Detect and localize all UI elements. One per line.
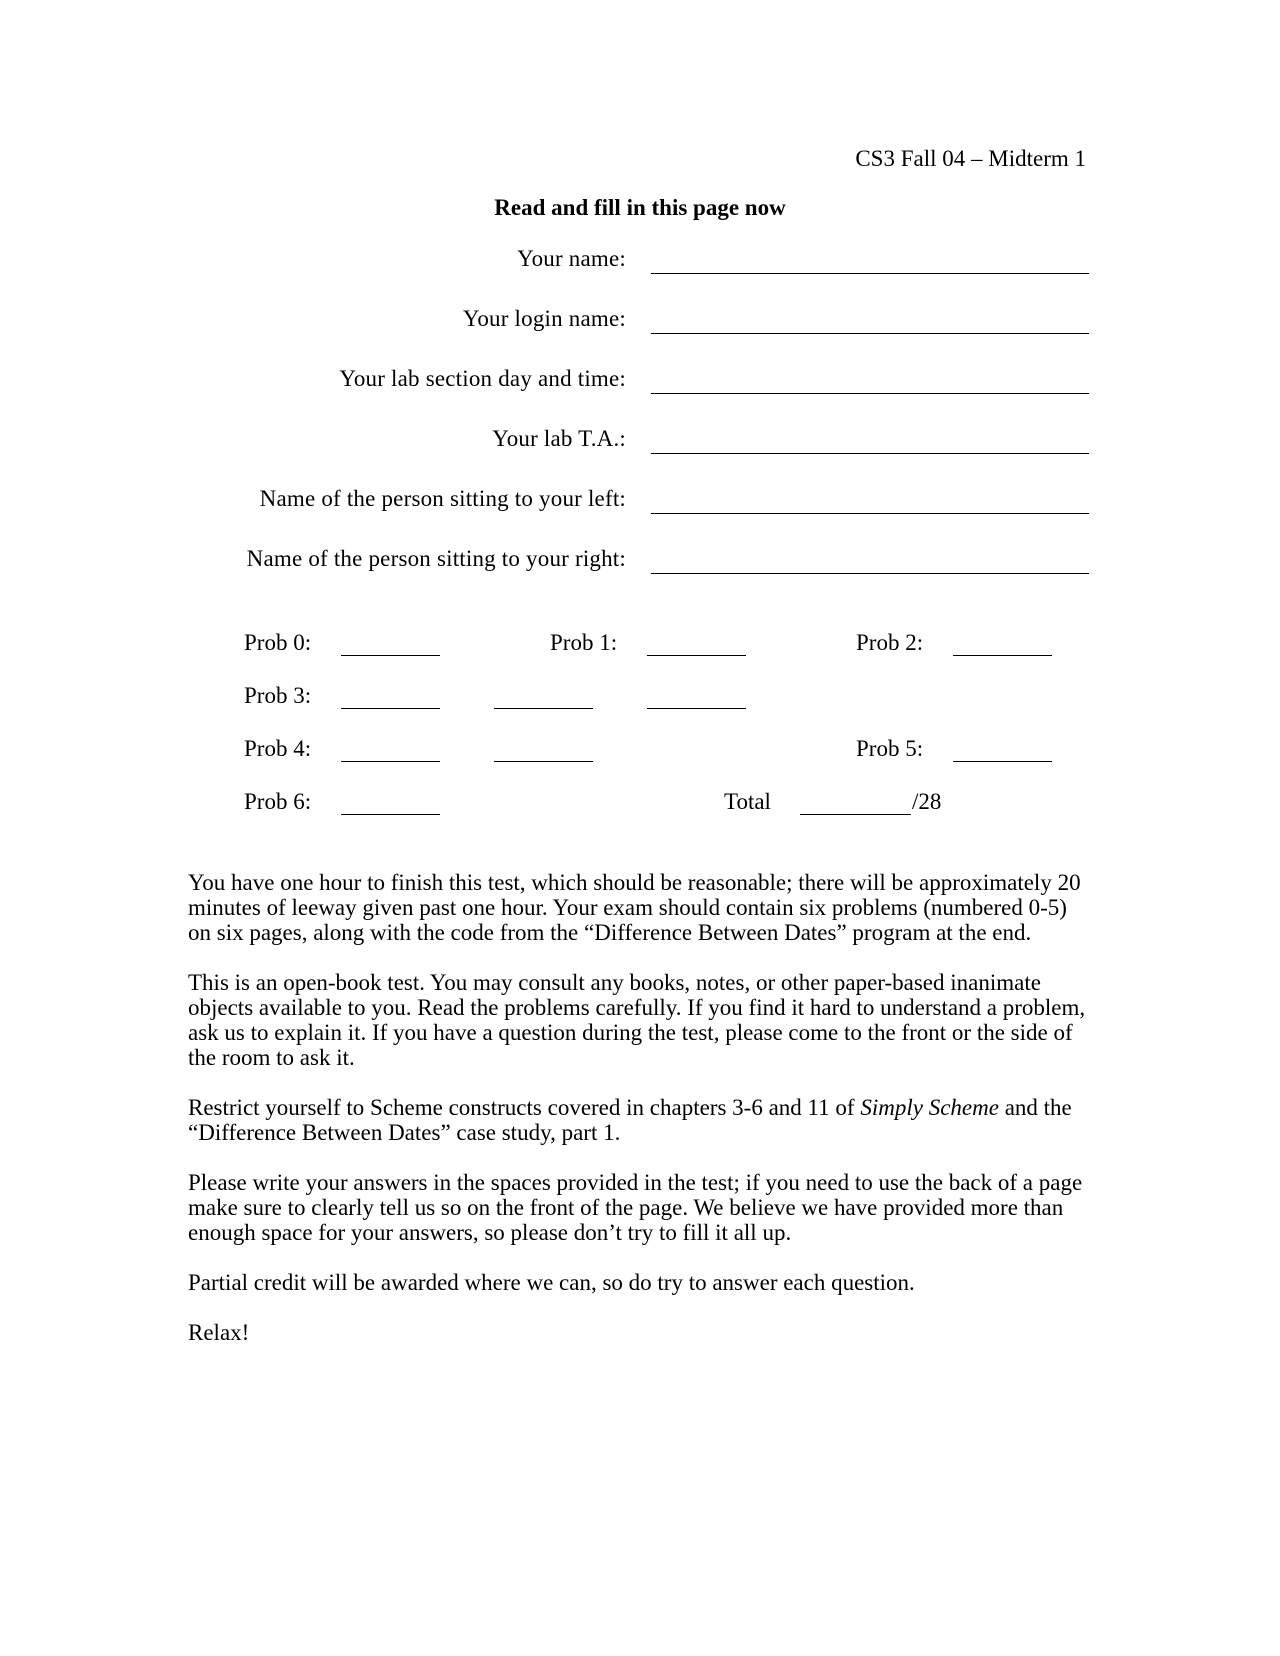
total-max: /28 bbox=[912, 789, 942, 814]
restrict-text-start: Restrict yourself to Scheme constructs covered in chapters 3-6 and 11 of bbox=[188, 1095, 861, 1120]
prob6-label: Prob 6: bbox=[244, 789, 312, 814]
total-blank[interactable] bbox=[800, 814, 911, 815]
prob1-blank[interactable] bbox=[647, 655, 746, 656]
partial-credit-paragraph: Partial credit will be awarded where we can, so do try to answer each question. bbox=[188, 1270, 915, 1295]
prob3-blank-b[interactable] bbox=[494, 708, 593, 709]
time-paragraph: You have one hour to finish this test, which should be reasonable; there will be approximately 20 minutes of leeway given past one hour. Your exam should contain six problems (numbered 0-5) on six pages, along with the code from the “Difference Between Dates” program at the end. bbox=[188, 870, 1081, 945]
prob2-label: Prob 2: bbox=[856, 630, 924, 655]
left-neighbor-blank[interactable] bbox=[651, 513, 1089, 514]
open-book-paragraph: This is an open-book test. You may consult any books, notes, or other paper-based inanimate objects available to you. Read the problems carefully. If you find it hard to understand a problem, ask us to explain it. If you have a question during the test, please come to the front or the side of the room to ask it. bbox=[188, 970, 1086, 1070]
prob5-label: Prob 5: bbox=[856, 736, 924, 761]
right-neighbor-blank[interactable] bbox=[651, 573, 1089, 574]
restrict-paragraph bbox=[188, 1095, 1088, 1145]
restrict-text-end: and the “Difference Between Dates” case study, part 1. bbox=[188, 1095, 1072, 1145]
prob2-blank[interactable] bbox=[953, 655, 1052, 656]
instruction-title: Read and fill in this page now bbox=[494, 195, 786, 220]
prob4-blank-a[interactable] bbox=[341, 761, 440, 762]
left-neighbor-field bbox=[0, 486, 1280, 520]
lab-ta-field bbox=[0, 426, 1280, 460]
login-field-label: Your login name: bbox=[462, 306, 626, 331]
lab-section-field-label: Your lab section day and time: bbox=[339, 366, 626, 391]
login-field bbox=[0, 306, 1280, 340]
total-label: Total bbox=[724, 789, 771, 814]
lab-ta-blank[interactable] bbox=[651, 453, 1089, 454]
left-neighbor-field-label: Name of the person sitting to your left: bbox=[259, 486, 626, 511]
prob4-blank-b[interactable] bbox=[494, 761, 593, 762]
prob0-label: Prob 0: bbox=[244, 630, 312, 655]
prob6-blank[interactable] bbox=[341, 814, 440, 815]
lab-section-field bbox=[0, 366, 1280, 400]
answers-paragraph: Please write your answers in the spaces provided in the test; if you need to use the back of a page make sure to clearly tell us so on the front of the page. We believe we have provided more than enough space for your answers, so please don’t try to fill it all up. bbox=[188, 1170, 1083, 1245]
prob1-label: Prob 1: bbox=[550, 630, 618, 655]
prob3-blank-a[interactable] bbox=[341, 708, 440, 709]
prob5-blank[interactable] bbox=[953, 761, 1052, 762]
exam-header: CS3 Fall 04 – Midterm 1 bbox=[855, 146, 1086, 171]
prob0-blank[interactable] bbox=[341, 655, 440, 656]
right-neighbor-field bbox=[0, 546, 1280, 580]
name-field-label: Your name: bbox=[517, 246, 626, 271]
login-blank[interactable] bbox=[651, 333, 1089, 334]
exam-instructions bbox=[188, 870, 1088, 1370]
prob3-label: Prob 3: bbox=[244, 683, 312, 708]
name-field bbox=[0, 246, 1280, 280]
lab-section-blank[interactable] bbox=[651, 393, 1089, 394]
name-blank[interactable] bbox=[651, 273, 1089, 274]
prob4-label: Prob 4: bbox=[244, 736, 312, 761]
lab-ta-field-label: Your lab T.A.: bbox=[492, 426, 626, 451]
prob3-blank-c[interactable] bbox=[647, 708, 746, 709]
book-title: Simply Scheme bbox=[860, 1095, 999, 1120]
relax-paragraph: Relax! bbox=[188, 1320, 250, 1345]
right-neighbor-field-label: Name of the person sitting to your right: bbox=[246, 546, 626, 571]
